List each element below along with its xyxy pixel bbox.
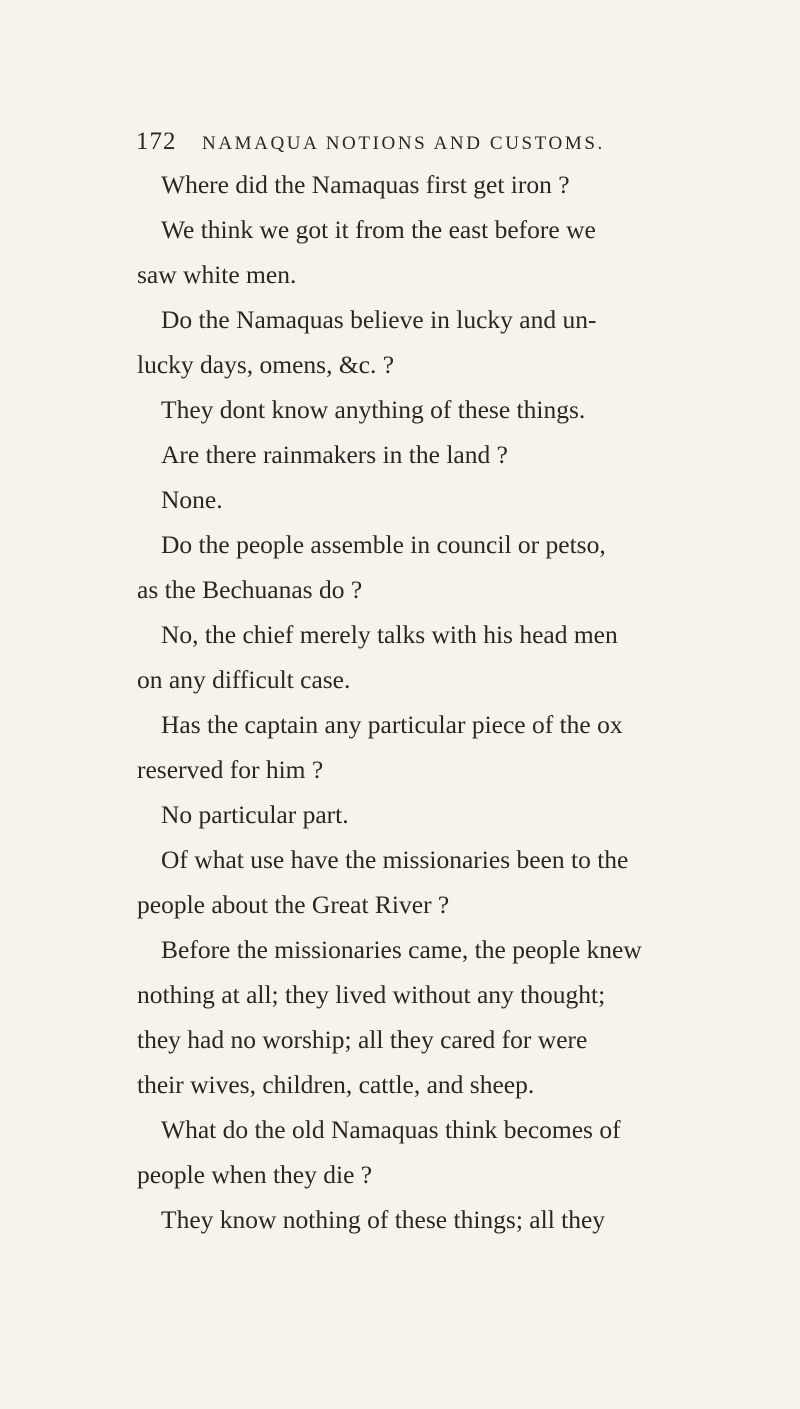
text-line: on any difficult case. — [137, 665, 351, 694]
text-line: Of what use have the missionaries been to the — [161, 845, 629, 874]
text-line: people when they die ? — [137, 1160, 373, 1189]
text-line: None. — [161, 485, 223, 514]
text-line: their wives, children, cattle, and sheep. — [137, 1070, 535, 1099]
text-line: lucky days, omens, &c. ? — [137, 350, 395, 379]
running-title: NAMAQUA NOTIONS AND CUSTOMS. — [202, 133, 605, 154]
text-line: No, the chief merely talks with his head men — [161, 620, 618, 649]
text-line: Are there rainmakers in the land ? — [161, 440, 508, 469]
page-number: 172 — [136, 128, 177, 155]
text-line: They know nothing of these things; all they — [161, 1205, 606, 1234]
text-line: Before the missionaries came, the people knew — [161, 935, 642, 964]
text-line: saw white men. — [137, 260, 297, 289]
text-line: as the Bechuanas do ? — [137, 575, 363, 604]
text-line: Has the captain any particular piece of the ox — [161, 710, 623, 739]
text-line: What do the old Namaquas think becomes of — [161, 1115, 621, 1144]
text-line: No particular part. — [161, 800, 349, 829]
running-head — [136, 128, 696, 168]
text-line: reserved for him ? — [137, 755, 324, 784]
text-line: people about the Great River ? — [137, 890, 450, 919]
text-line: Do the people assemble in council or petso, — [161, 530, 606, 559]
text-line: they had no worship; all they cared for were — [137, 1025, 588, 1054]
text-line: Do the Namaquas believe in lucky and un- — [161, 305, 597, 334]
text-line: Where did the Namaquas first get iron ? — [161, 170, 570, 199]
text-line: They dont know anything of these things. — [161, 395, 586, 424]
text-line: We think we got it from the east before we — [161, 215, 596, 244]
text-line: nothing at all; they lived without any thought; — [137, 980, 606, 1009]
